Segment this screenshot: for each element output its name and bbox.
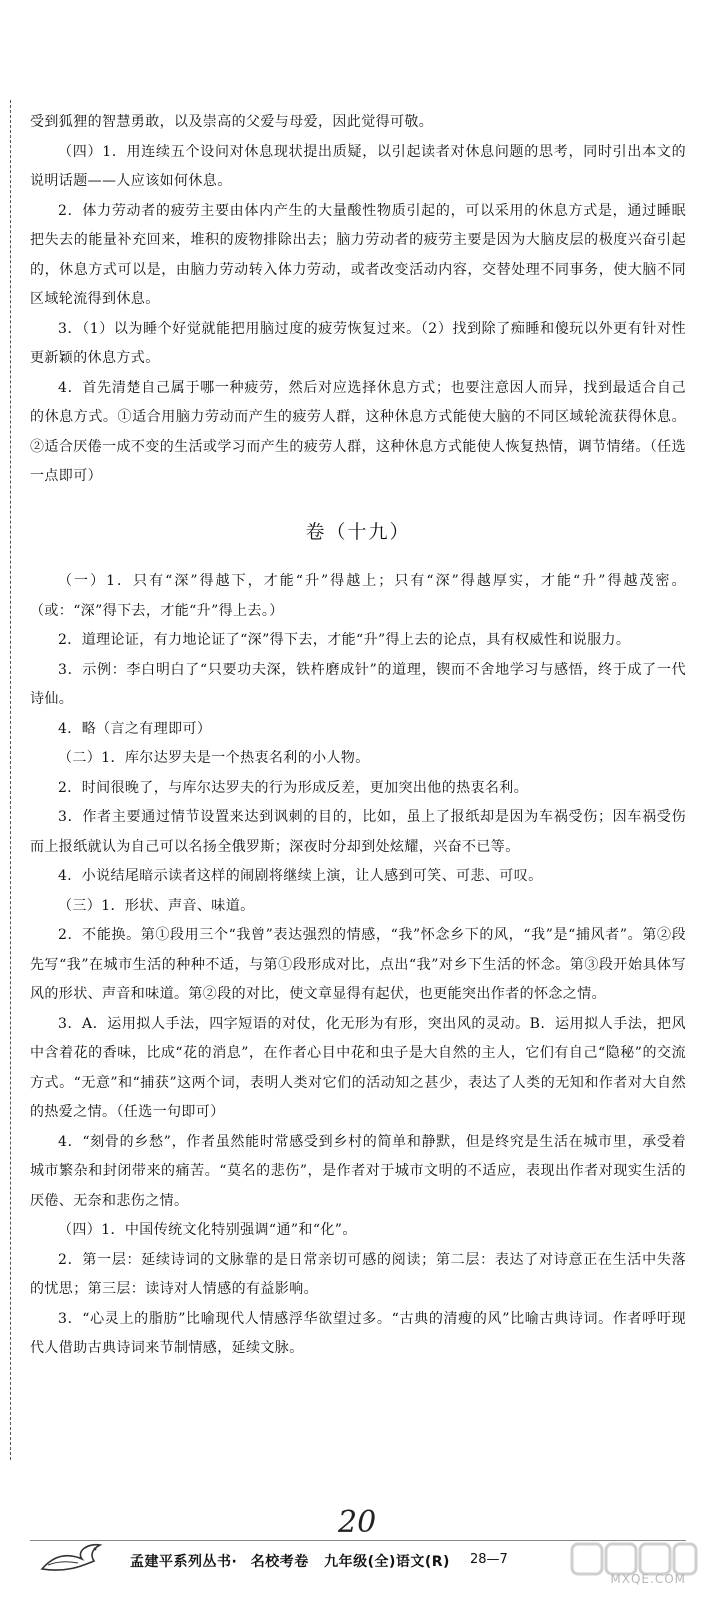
answer-paragraph: 3．作者主要通过情节设置来达到讽刺的目的，比如，虽上了报纸却是因为车祸受伤；因车祸受伤而上报纸就认为自己可以名扬全俄罗斯；深夜时分却到处炫耀，兴奋不已等。 (30, 809, 686, 855)
watermark-logo (568, 1540, 700, 1594)
answer-paragraph: 2．体力劳动者的疲劳主要由体内产生的大量酸性物质引起的，可以采用的休息方式是，通过睡眠把失去的能量补充回来，堆积的废物排除出去；脑力劳动者的疲劳主要是因为大脑皮层的极度兴奋引起的，休息方式可以是，由脑力劳动转入体力劳动，或者改变活动内容，交替处理不同事务，使大脑不同区域轮流得到休息。 (30, 202, 686, 307)
answer-paragraph: （三）1．形状、声音、味道。 (58, 897, 255, 914)
bird-logo-icon (38, 1535, 108, 1579)
footer-title (130, 1551, 450, 1571)
footer-page-code: 28—7 (470, 1552, 508, 1567)
handwritten-page-number: 20 (338, 1505, 377, 1540)
answer-paragraph: （四）1．用连续五个设问对休息现状提出质疑，以引起读者对休息问题的思考，同时引出本文的说明话题——人应该如何休息。 (30, 143, 686, 189)
section-title: 卷（十九） (305, 520, 411, 543)
answer-paragraph: 4．略（言之有理即可） (58, 720, 212, 737)
answer-paragraph: （四）1．中国传统文化特别强调“通”和“化”。 (58, 1222, 357, 1238)
binding-margin-line (10, 100, 11, 1460)
answer-paragraph: 4．首先清楚自己属于哪一种疲劳，然后对应选择休息方式；也要注意因人而异，找到最适合自己的休息方式。①适合用脑力劳动而产生的疲劳人群，这种休息方式能使大脑的不同区域轮流获得休息。②适合厌倦一成不变的生活或学习而产生的疲劳人群，这种休息方式能使人恢复热情，调节情绪。（任选一点即可） (30, 379, 686, 484)
footer-book-title: 名校考卷 (250, 1554, 309, 1570)
answer-paragraph: 受到狐狸的智慧勇敢，以及崇高的父爱与母爱，因此觉得可敬。 (30, 114, 434, 130)
answer-paragraph: 2．第一层：延续诗词的文脉靠的是日常亲切可感的阅读；第二层：表达了对诗意正在生活中失落的忧思；第三层：读诗对人情感的有益影响。 (30, 1251, 686, 1297)
answer-paragraph: 2．时间很晚了，与库尔达罗夫的行为形成反差，更加突出他的热衷名利。 (58, 779, 529, 796)
answer-paragraph: 3．示例：李白明白了“只要功夫深，铁杵磨成针”的道理，锲而不舍地学习与感悟，终于成了一代诗仙。 (30, 661, 686, 707)
answer-paragraph: 4．小说结尾暗示读者这样的闹剧将继续上演，让人感到可笑、可悲、可叹。 (58, 868, 543, 884)
footer-series: 孟建平系列丛书· (130, 1554, 238, 1570)
footer-grade: 九年级(全)语文(R) (324, 1554, 450, 1570)
answers-section-19 (30, 567, 686, 1364)
watermark-text: MXQE.COM (610, 1572, 686, 1586)
answer-paragraph: 3．（1）以为睡个好觉就能把用脑过度的疲劳恢复过来。（2）找到除了痴睡和傻玩以外更有针对性更新颖的休息方式。 (30, 320, 686, 366)
answer-paragraph: 4．“刻骨的乡愁”，作者虽然能时常感受到乡村的简单和静默，但是终究是生活在城市里，承受着城市繁杂和封闭带来的痛苦。“莫名的悲伤”，是作者对于城市文明的不适应，表现出作者对现实生活的厌倦、无奈和悲伤之情。 (30, 1133, 686, 1209)
answer-paragraph: 3．“心灵上的脂肪”比喻现代人情感浮华欲望过多。“古典的清瘦的风”比喻古典诗词。作者呼吁现代人借助古典诗词来节制情感，延续文脉。 (30, 1310, 686, 1356)
answer-paragraph: 2．不能换。第①段用三个“我曾”表达强烈的情感，“我”怀念乡下的风，“我”是“捕风者”。第②段先写“我”在城市生活的种种不适，与第①段形成对比，点出“我”对乡下生活的怀念。第③段开始具体写风的形状、声音和味道。第②段的对比，使文章显得有起伏，也更能突出作者的怀念之情。 (30, 927, 686, 1002)
answer-page (30, 108, 686, 1364)
answer-paragraph: （二）1．库尔达罗夫是一个热衷名利的小人物。 (58, 750, 370, 766)
answers-section-previous (30, 108, 686, 492)
answer-paragraph: （一）1．只有“深”得越下，才能“升”得越上；只有“深”得越厚实，才能“升”得越茂密。（或：“深”得下去，才能“升”得上去。） (30, 573, 686, 619)
answer-paragraph: 3．A．运用拟人手法，四字短语的对仗，化无形为有形，突出风的灵动。B．运用拟人手法，把风中含着花的香味，比成“花的消息”，在作者心目中花和虫子是大自然的主人，它们有自己“隐秘”的交流方式。“无意”和“捕获”这两个词，表明人类对它们的活动知之甚少，表达了人类的无知和作者对大自然的热爱之情。（任选一句即可） (30, 1015, 686, 1120)
answer-paragraph: 2．道理论证，有力地论证了“深”得下去，才能“升”得上去的论点，具有权威性和说服力。 (58, 632, 631, 648)
